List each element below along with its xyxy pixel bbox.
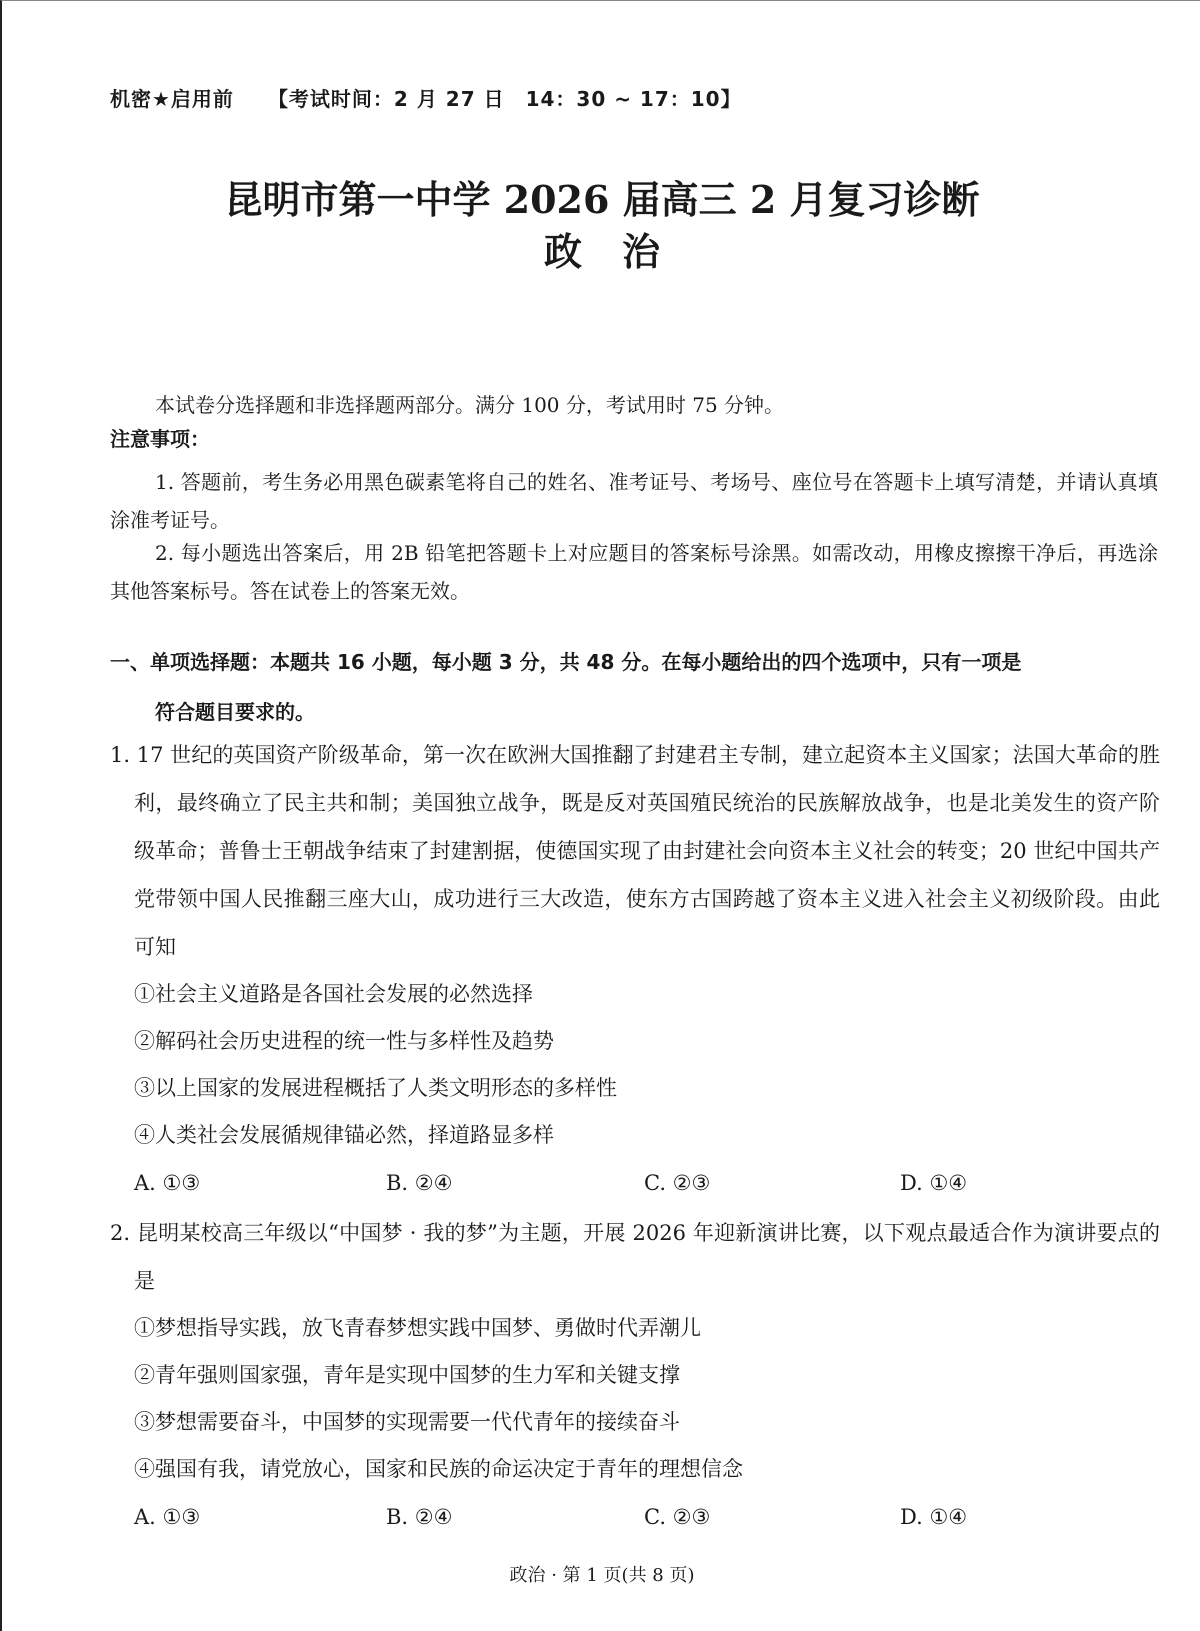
choice-b: B. ②④: [386, 1505, 453, 1529]
choice-b: B. ②④: [386, 1171, 453, 1195]
question-1: [110, 731, 1160, 1201]
option-3: ③以上国家的发展进程概括了人类文明形态的多样性: [134, 1076, 617, 1100]
section-heading-line-1: 一、单项选择题：本题共 16 小题，每小题 3 分，共 48 分。在每小题给出的四个选项中，只有一项是: [110, 650, 1022, 674]
notice-heading: 注意事项：: [110, 427, 210, 451]
question-stem: [110, 731, 1160, 971]
secret-label: 机密★启用前: [110, 87, 234, 111]
exam-title: 昆明市第一中学 2026 届高三 2 月复习诊断: [224, 177, 980, 222]
section-heading: [110, 637, 1160, 737]
section-heading-line-2: 符合题目要求的。: [155, 700, 315, 724]
exam-time: 【考试时间：2 月 27 日 14：30 ~ 17：10】: [267, 87, 742, 111]
intro-text: 本试卷分选择题和非选择题两部分。满分 100 分，考试用时 75 分钟。: [155, 393, 785, 417]
notice-item-1: 1. 答题前，考生务必用黑色碳素笔将自己的姓名、准考证号、考场号、座位号在答题卡上填写清楚，并请认真填涂准考证号。: [110, 470, 1158, 532]
question-text: 17 世纪的英国资产阶级革命，第一次在欧洲大国推翻了封建君主专制，建立起资本主义国家；法国大革命的胜利，最终确立了民主共和制；美国独立战争，既是反对英国殖民统治的民族解放战争，也是北美发生的资产阶级革命；普鲁士王朝战争结束了封建割据，使德国实现了由封建社会向资本主义社会的转变；20 世纪中国共产党带领中国人民推翻三座大山，成功进行三大改造，使东方古国跨越了资本主义进入社会主义初级阶段。由此可知: [134, 743, 1160, 959]
option-3: ③梦想需要奋斗，中国梦的实现需要一代代青年的接续奋斗: [134, 1410, 680, 1434]
header-line: [110, 83, 742, 112]
choice-d: D. ①④: [900, 1505, 968, 1529]
question-text: 昆明某校高三年级以“中国梦 · 我的梦”为主题，开展 2026 年迎新演讲比赛，以下观点最适合作为演讲要点的是: [134, 1221, 1160, 1293]
option-4: ④强国有我，请党放心，国家和民族的命运决定于青年的理想信念: [134, 1457, 743, 1481]
choice-c: C. ②③: [644, 1171, 711, 1195]
subject-char-2: 治: [622, 229, 661, 274]
option-1: ①社会主义道路是各国社会发展的必然选择: [134, 982, 533, 1006]
option-2: ②青年强则国家强，青年是实现中国梦的生力军和关键支撑: [134, 1363, 680, 1387]
question-stem: [110, 1209, 1160, 1305]
choice-c: C. ②③: [644, 1505, 711, 1529]
subject-title: [2, 221, 1200, 276]
option-1: ①梦想指导实践，放飞青春梦想实践中国梦、勇做时代弄潮儿: [134, 1316, 701, 1340]
answer-choices: [110, 1159, 1160, 1201]
question-2: [110, 1209, 1160, 1535]
subject-char-1: 政: [543, 229, 582, 274]
choice-a: A. ①③: [134, 1171, 201, 1195]
notice-item-2: 2. 每小题选出答案后，用 2B 铅笔把答题卡上对应题目的答案标号涂黑。如需改动，用橡皮擦擦干净后，再选涂其他答案标号。答在试卷上的答案无效。: [110, 541, 1158, 603]
question-number: 1.: [110, 743, 131, 767]
option-2: ②解码社会历史进程的统一性与多样性及趋势: [134, 1029, 554, 1053]
page-footer: 政治 · 第 1 页(共 8 页): [509, 1565, 695, 1586]
option-4: ④人类社会发展循规律锚必然，择道路显多样: [134, 1123, 554, 1147]
question-number: 2.: [110, 1221, 131, 1245]
choice-d: D. ①④: [900, 1171, 968, 1195]
answer-choices: [110, 1493, 1160, 1535]
choice-a: A. ①③: [134, 1505, 201, 1529]
